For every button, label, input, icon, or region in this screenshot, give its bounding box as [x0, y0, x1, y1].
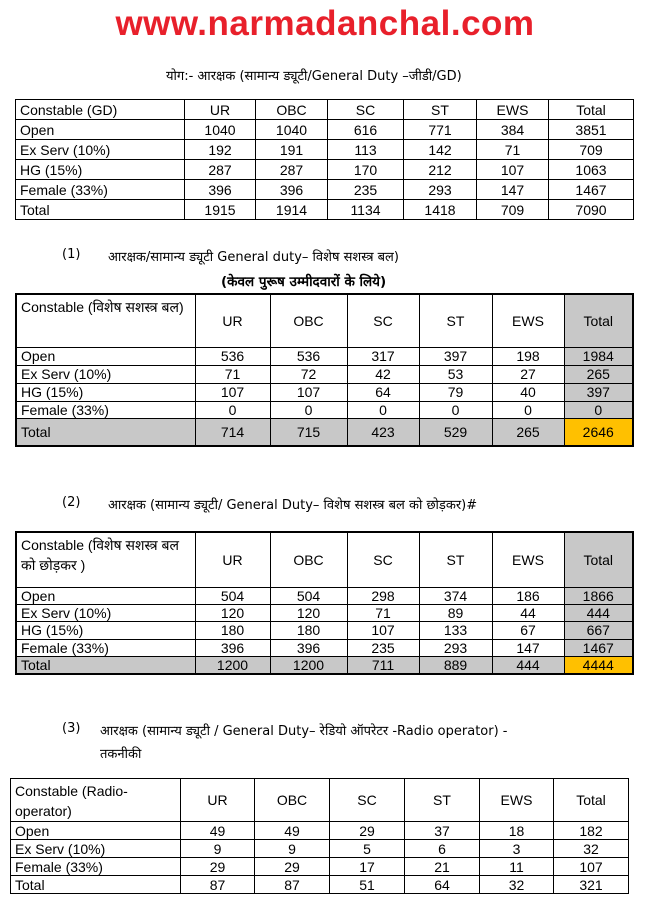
table-cell: 265 — [492, 418, 564, 446]
table-cell: 29 — [181, 858, 255, 876]
table-cell: 6 — [405, 840, 480, 858]
table-cell: 1467 — [564, 639, 633, 656]
table-cell: 536 — [195, 347, 270, 365]
summary-table — [15, 99, 634, 220]
table-row — [16, 401, 633, 418]
header-row-label: Constable (विशेष सशस्त्र बल) — [16, 294, 195, 347]
row-label: Female (33%) — [16, 639, 195, 656]
section2-number: (2) — [62, 495, 81, 510]
radio-operator-table — [10, 778, 629, 894]
special-armed-force-table — [15, 293, 634, 447]
table-cell: 79 — [419, 383, 492, 401]
column-header: OBC — [255, 779, 330, 822]
row-label: Open — [11, 822, 181, 840]
table-cell: 180 — [195, 621, 270, 639]
table-cell: 293 — [419, 639, 492, 656]
row-label: Ex Serv (10%) — [11, 840, 181, 858]
table-cell: 147 — [477, 180, 549, 200]
table-cell: 7090 — [549, 200, 634, 220]
table-cell: 29 — [330, 822, 405, 840]
table-cell: 40 — [492, 383, 564, 401]
table-row — [16, 587, 633, 604]
table-cell: 64 — [405, 876, 480, 894]
table-row — [16, 365, 633, 383]
table-row — [16, 621, 633, 639]
table-cell: 709 — [549, 140, 634, 160]
table-row — [16, 140, 634, 160]
table-cell: 3851 — [549, 120, 634, 140]
table-cell: 32 — [554, 840, 629, 858]
table-cell: 529 — [419, 418, 492, 446]
table-row — [16, 160, 634, 180]
column-header: SC — [347, 294, 419, 347]
table-row — [16, 656, 633, 674]
table-cell: 1040 — [185, 120, 256, 140]
row-label: Total — [16, 656, 195, 674]
table-cell: 107 — [195, 383, 270, 401]
section1-number: (1) — [62, 247, 81, 262]
table-cell: 298 — [347, 587, 419, 604]
table-cell: 235 — [328, 180, 404, 200]
table-cell: 1040 — [256, 120, 328, 140]
table-cell: 504 — [270, 587, 347, 604]
table-cell: 42 — [347, 365, 419, 383]
table-cell: 5 — [330, 840, 405, 858]
column-header: UR — [185, 100, 256, 120]
row-label: HG (15%) — [16, 160, 185, 180]
table-cell: 1984 — [564, 347, 633, 365]
table-cell: 667 — [564, 621, 633, 639]
table-cell: 287 — [256, 160, 328, 180]
column-header: EWS — [477, 100, 549, 120]
table-row — [11, 858, 629, 876]
section3-title-line2: तकनीकी — [100, 747, 142, 762]
table-row — [16, 180, 634, 200]
site-watermark: www.narmadanchal.com — [115, 4, 535, 43]
table-cell: 293 — [404, 180, 477, 200]
table-cell: 1134 — [328, 200, 404, 220]
table-cell: 3 — [480, 840, 554, 858]
column-header: UR — [195, 532, 270, 587]
table-cell: 1200 — [270, 656, 347, 674]
table-cell: 186 — [492, 587, 564, 604]
table-cell: 397 — [564, 383, 633, 401]
table-cell: 198 — [492, 347, 564, 365]
table-cell: 9 — [181, 840, 255, 858]
table-cell: 11 — [480, 858, 554, 876]
table-cell: 321 — [554, 876, 629, 894]
table-cell: 444 — [564, 604, 633, 621]
table-cell: 44 — [492, 604, 564, 621]
row-label: Ex Serv (10%) — [16, 140, 185, 160]
table-cell: 133 — [419, 621, 492, 639]
table-cell: 1914 — [256, 200, 328, 220]
row-label: Open — [16, 347, 195, 365]
row-label: Ex Serv (10%) — [16, 365, 195, 383]
table-cell: 182 — [554, 822, 629, 840]
table-cell: 29 — [255, 858, 330, 876]
summary-heading: योग:- आरक्षक (सामान्य ड्यूटी/General Duty –जीडी/GD) — [166, 69, 462, 84]
table-cell: 444 — [492, 656, 564, 674]
column-header: Total — [549, 100, 634, 120]
table-cell: 107 — [554, 858, 629, 876]
table-cell: 0 — [195, 401, 270, 418]
header-row — [16, 294, 633, 347]
section3-number: (3) — [62, 721, 81, 736]
row-label: Open — [16, 120, 185, 140]
table-cell: 771 — [404, 120, 477, 140]
header-row — [16, 532, 633, 587]
table-cell: 191 — [256, 140, 328, 160]
table-cell: 120 — [270, 604, 347, 621]
table-cell: 87 — [255, 876, 330, 894]
table-cell: 27 — [492, 365, 564, 383]
table-cell: 714 — [195, 418, 270, 446]
row-label: Female (33%) — [11, 858, 181, 876]
table-cell: 0 — [270, 401, 347, 418]
row-label: Open — [16, 587, 195, 604]
table-cell: 87 — [181, 876, 255, 894]
row-label: Total — [16, 200, 185, 220]
table-cell: 2646 — [564, 418, 633, 446]
column-header: OBC — [270, 532, 347, 587]
column-header: EWS — [492, 294, 564, 347]
section1-title: आरक्षक/सामान्य ड्यूटी General duty– विशेष सशस्त्र बल) — [108, 250, 399, 265]
table-cell: 113 — [328, 140, 404, 160]
table-cell: 71 — [195, 365, 270, 383]
table-cell: 170 — [328, 160, 404, 180]
column-header: SC — [347, 532, 419, 587]
table-row — [11, 876, 629, 894]
table-row — [16, 383, 633, 401]
table-cell: 51 — [330, 876, 405, 894]
table-cell: 317 — [347, 347, 419, 365]
table-cell: 711 — [347, 656, 419, 674]
table-cell: 107 — [347, 621, 419, 639]
column-header: ST — [419, 532, 492, 587]
table-cell: 0 — [419, 401, 492, 418]
table-cell: 180 — [270, 621, 347, 639]
table-cell: 709 — [477, 200, 549, 220]
table-cell: 49 — [181, 822, 255, 840]
table-cell: 423 — [347, 418, 419, 446]
table-cell: 536 — [270, 347, 347, 365]
table-cell: 397 — [419, 347, 492, 365]
table-cell: 396 — [270, 639, 347, 656]
header-row — [16, 100, 634, 120]
table-cell: 396 — [195, 639, 270, 656]
table-cell: 21 — [405, 858, 480, 876]
row-label: Ex Serv (10%) — [16, 604, 195, 621]
table-cell: 142 — [404, 140, 477, 160]
table-cell: 64 — [347, 383, 419, 401]
row-label: HG (15%) — [16, 383, 195, 401]
header-row — [11, 779, 629, 822]
table-cell: 67 — [492, 621, 564, 639]
table-cell: 147 — [492, 639, 564, 656]
table-row — [11, 840, 629, 858]
header-row-label: Constable (Radio-operator) — [11, 779, 181, 822]
table-cell: 53 — [419, 365, 492, 383]
column-header: SC — [330, 779, 405, 822]
table-cell: 1418 — [404, 200, 477, 220]
table-cell: 71 — [347, 604, 419, 621]
table-cell: 0 — [492, 401, 564, 418]
column-header: Total — [564, 294, 633, 347]
section3-title-line1: आरक्षक (सामान्य ड्यूटी / General Duty– रेडियो ऑपरेटर -Radio operator) - — [100, 724, 508, 739]
header-row-label: Constable (GD) — [16, 100, 185, 120]
table-row — [16, 120, 634, 140]
table-cell: 396 — [185, 180, 256, 200]
column-header: OBC — [270, 294, 347, 347]
table-cell: 0 — [347, 401, 419, 418]
table-cell: 616 — [328, 120, 404, 140]
table-row — [16, 347, 633, 365]
table-cell: 49 — [255, 822, 330, 840]
column-header: Total — [564, 532, 633, 587]
general-duty-table — [15, 531, 634, 675]
table-cell: 265 — [564, 365, 633, 383]
table-cell: 71 — [477, 140, 549, 160]
table-cell: 120 — [195, 604, 270, 621]
table-row — [16, 604, 633, 621]
table-cell: 107 — [270, 383, 347, 401]
table-row — [16, 200, 634, 220]
row-label: Total — [11, 876, 181, 894]
column-header: EWS — [492, 532, 564, 587]
table-cell: 212 — [404, 160, 477, 180]
column-header: UR — [195, 294, 270, 347]
table-row — [16, 639, 633, 656]
column-header: ST — [404, 100, 477, 120]
section1-subtitle: (केवल पुरूष उम्मीदवारों के लिये) — [221, 274, 387, 290]
table-cell: 1915 — [185, 200, 256, 220]
table-cell: 9 — [255, 840, 330, 858]
row-label: Female (33%) — [16, 401, 195, 418]
table-cell: 1467 — [549, 180, 634, 200]
column-header: ST — [419, 294, 492, 347]
table-cell: 235 — [347, 639, 419, 656]
table-cell: 17 — [330, 858, 405, 876]
column-header: ST — [405, 779, 480, 822]
table-cell: 37 — [405, 822, 480, 840]
table-cell: 1866 — [564, 587, 633, 604]
table-cell: 396 — [256, 180, 328, 200]
table-row — [16, 418, 633, 446]
table-cell: 4444 — [564, 656, 633, 674]
row-label: HG (15%) — [16, 621, 195, 639]
header-row-label: Constable (विशेष सशस्त्र बल को छोड़कर ) — [16, 532, 195, 587]
table-cell: 1200 — [195, 656, 270, 674]
column-header: EWS — [480, 779, 554, 822]
table-cell: 107 — [477, 160, 549, 180]
column-header: OBC — [256, 100, 328, 120]
column-header: UR — [181, 779, 255, 822]
table-cell: 192 — [185, 140, 256, 160]
section2-title: आरक्षक (सामान्य ड्यूटी/ General Duty– विशेष सशस्त्र बल को छोड़कर)# — [108, 498, 478, 513]
table-cell: 0 — [564, 401, 633, 418]
table-row — [11, 822, 629, 840]
table-cell: 32 — [480, 876, 554, 894]
table-cell: 504 — [195, 587, 270, 604]
table-cell: 1063 — [549, 160, 634, 180]
table-cell: 18 — [480, 822, 554, 840]
column-header: SC — [328, 100, 404, 120]
table-cell: 715 — [270, 418, 347, 446]
table-cell: 889 — [419, 656, 492, 674]
table-cell: 287 — [185, 160, 256, 180]
table-cell: 374 — [419, 587, 492, 604]
table-cell: 89 — [419, 604, 492, 621]
table-cell: 72 — [270, 365, 347, 383]
row-label: Total — [16, 418, 195, 446]
row-label: Female (33%) — [16, 180, 185, 200]
table-cell: 384 — [477, 120, 549, 140]
column-header: Total — [554, 779, 629, 822]
